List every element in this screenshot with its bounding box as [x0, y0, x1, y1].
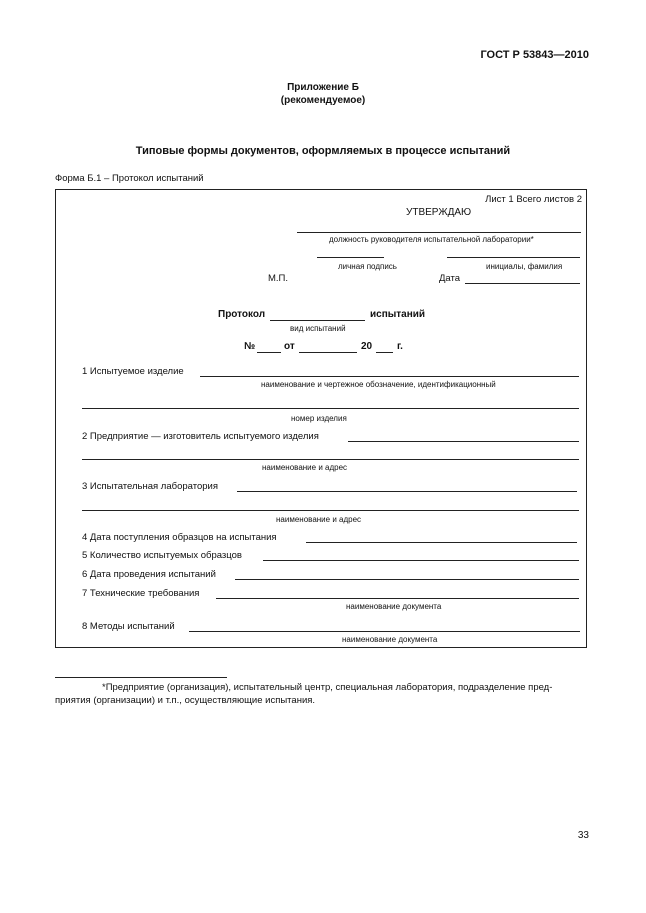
- date-line[interactable]: [465, 283, 580, 284]
- field-4-label: 4 Дата поступления образцов на испытания: [82, 532, 277, 543]
- footnote-line-2: приятия (организации) и т.п., осуществляющие испытания.: [55, 695, 316, 706]
- field-3-line-2[interactable]: [82, 510, 579, 511]
- page-number: 33: [577, 830, 589, 841]
- approve-label: УТВЕРЖДАЮ: [406, 207, 472, 218]
- field-6-line[interactable]: [235, 579, 579, 580]
- protocol-word: Протокол: [218, 309, 266, 320]
- footnote-separator: [55, 677, 227, 678]
- date-day-month-line[interactable]: [299, 352, 357, 353]
- tests-word: испытаний: [370, 309, 426, 320]
- number-line[interactable]: [257, 352, 281, 353]
- section-title: Типовые формы документов, оформляемых в процессе испытаний: [135, 145, 511, 157]
- field-7-caption: наименование документа: [346, 602, 442, 611]
- field-1-line-2[interactable]: [82, 408, 579, 409]
- appendix-title: Приложение Б: [287, 82, 359, 93]
- from-word: от: [284, 341, 295, 352]
- field-8-caption: наименование документа: [342, 635, 438, 644]
- field-8-line[interactable]: [189, 631, 580, 632]
- position-line[interactable]: [297, 232, 581, 233]
- field-1-caption: наименование и чертежное обозначение, идентификационный: [261, 380, 496, 389]
- signature-line[interactable]: [317, 257, 384, 258]
- seal-label: М.П.: [268, 273, 289, 284]
- appendix-note: (рекомендуемое): [280, 95, 366, 106]
- field-1-caption-2: номер изделия: [291, 414, 347, 423]
- field-2-line-2[interactable]: [82, 459, 579, 460]
- field-8-label: 8 Методы испытаний: [82, 621, 175, 632]
- number-sign: №: [244, 341, 256, 352]
- field-2-label: 2 Предприятие — изготовитель испытуемого изделия: [82, 431, 319, 442]
- field-3-label: 3 Испытательная лаборатория: [82, 481, 218, 492]
- date-label: Дата: [439, 273, 461, 284]
- field-3-caption: наименование и адрес: [276, 515, 362, 524]
- signature-caption: личная подпись: [338, 262, 397, 271]
- form-caption: Форма Б.1 – Протокол испытаний: [55, 173, 204, 184]
- test-type-caption: вид испытаний: [290, 324, 346, 333]
- position-caption: должность руководителя испытательной лаборатории*: [329, 235, 534, 244]
- field-3-line[interactable]: [237, 491, 577, 492]
- field-7-line[interactable]: [216, 598, 579, 599]
- field-5-label: 5 Количество испытуемых образцов: [82, 550, 242, 561]
- initials-caption: инициалы, фамилия: [486, 262, 563, 271]
- year-suffix: г.: [397, 341, 403, 352]
- field-7-label: 7 Технические требования: [82, 588, 200, 599]
- field-6-label: 6 Дата проведения испытаний: [82, 569, 216, 580]
- field-2-line[interactable]: [348, 441, 579, 442]
- field-1-label: 1 Испытуемое изделие: [82, 366, 184, 377]
- year-prefix: 20: [361, 341, 373, 352]
- sheet-info: Лист 1 Всего листов 2: [485, 194, 582, 205]
- standard-number: ГОСТ Р 53843—2010: [480, 49, 589, 61]
- initials-line[interactable]: [447, 257, 580, 258]
- footnote-line-1: *Предприятие (организация), испытательный центр, специальная лаборатория, подразделение пред-: [102, 682, 553, 693]
- field-5-line[interactable]: [263, 560, 579, 561]
- year-line[interactable]: [376, 352, 393, 353]
- test-type-line[interactable]: [270, 320, 365, 321]
- field-2-caption: наименование и адрес: [262, 463, 348, 472]
- field-1-line[interactable]: [200, 376, 579, 377]
- field-4-line[interactable]: [306, 542, 577, 543]
